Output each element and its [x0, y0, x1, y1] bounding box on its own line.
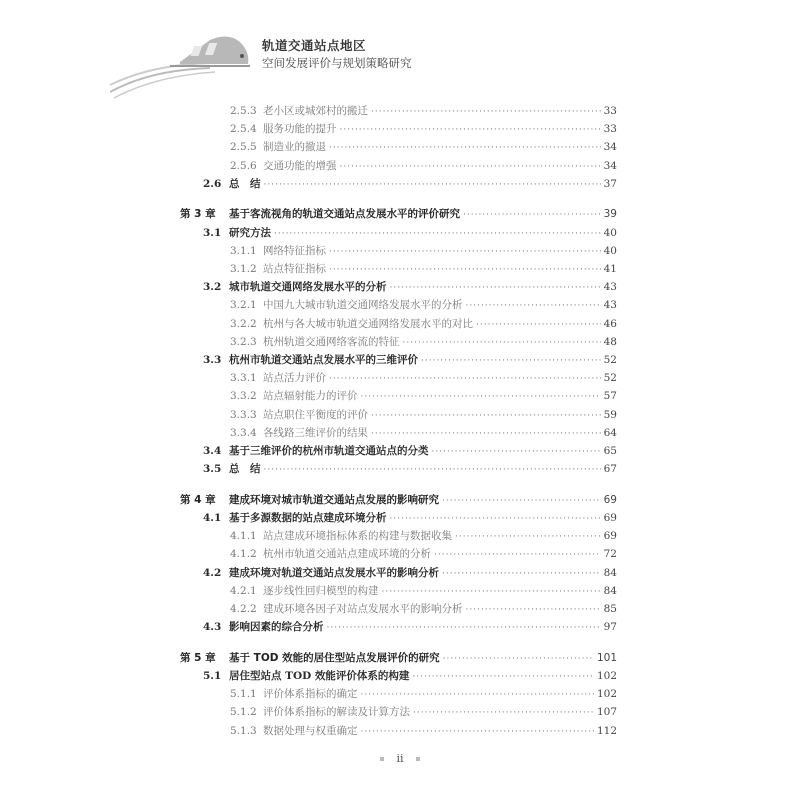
entry-page: 69 — [603, 530, 617, 543]
entry-number: 2.5.5 — [230, 141, 257, 154]
dot-leader — [442, 492, 601, 510]
toc-section-entry[interactable] — [180, 618, 617, 636]
entry-page: 72 — [603, 548, 617, 561]
entry-number: 5.1.3 — [230, 724, 257, 737]
entry-title: 研究方法 — [229, 226, 271, 239]
entry-number: 3.2.3 — [230, 335, 257, 348]
entry-page: 97 — [603, 621, 617, 634]
toc-subsection-entry[interactable] — [180, 120, 617, 138]
entry-number: 3.1.2 — [230, 263, 257, 275]
entry-page: 69 — [603, 493, 617, 506]
entry-number: 第 5 章 — [180, 651, 216, 664]
entry-number: 2.5.3 — [230, 105, 257, 117]
entry-title: 评价体系指标的解读及计算方法 — [263, 706, 410, 719]
toc-section-entry[interactable] — [180, 509, 617, 527]
toc-subsection-entry[interactable] — [180, 242, 617, 260]
entry-number: 3.2.2 — [230, 317, 257, 330]
dot-leader — [340, 121, 601, 139]
dot-leader — [371, 407, 601, 425]
entry-title: 服务功能的提升 — [263, 123, 337, 136]
entry-page: 107 — [596, 706, 617, 719]
toc-subsection-entry[interactable] — [180, 600, 617, 618]
entry-title: 网络特征指标 — [263, 244, 326, 257]
dot-leader — [390, 279, 601, 297]
entry-title: 数据处理与权重确定 — [263, 724, 358, 737]
dot-leader — [371, 425, 601, 443]
entry-number: 3.3 — [203, 353, 222, 366]
entry-title: 站点职住平衡度的评价 — [263, 408, 368, 421]
entry-number: 5.1 — [203, 669, 222, 682]
entry-page: 37 — [603, 177, 617, 190]
dot-leader — [329, 370, 601, 388]
entry-number: 2.6 — [203, 177, 222, 190]
entry-title: 各线路三维评价的结果 — [263, 426, 368, 439]
toc-section-entry[interactable] — [180, 460, 617, 478]
toc-subsection-entry[interactable] — [180, 157, 617, 175]
entry-page: 48 — [603, 335, 617, 348]
entry-number: 3.3.3 — [230, 408, 257, 421]
entry-page: 57 — [603, 390, 617, 403]
toc-section-entry[interactable] — [180, 442, 617, 460]
entry-page: 34 — [603, 141, 617, 154]
entry-number: 4.1.2 — [230, 548, 257, 561]
entry-page: 64 — [603, 426, 617, 439]
dot-leader — [329, 261, 601, 279]
entry-title: 基于多源数据的站点建成环境分析 — [229, 511, 387, 524]
dot-leader — [329, 243, 601, 261]
entry-number: 3.2 — [203, 281, 222, 294]
dot-leader — [466, 601, 601, 619]
entry-title: 城市轨道交通网络发展水平的分析 — [229, 281, 387, 294]
dot-leader — [361, 723, 594, 741]
entry-page: 52 — [603, 353, 617, 366]
toc-chapter-entry[interactable] — [180, 491, 617, 509]
entry-title: 中国九大城市轨道交通网络发展水平的分析 — [263, 299, 463, 312]
toc-subsection-entry[interactable] — [180, 424, 617, 442]
toc-subsection-entry[interactable] — [180, 296, 617, 314]
toc-subsection-entry[interactable] — [180, 527, 617, 545]
toc-section-entry[interactable] — [180, 667, 617, 685]
entry-title: 制造业的撤退 — [263, 141, 326, 154]
entry-page: 65 — [603, 444, 617, 457]
entry-title: 交通功能的增强 — [263, 159, 337, 172]
entry-page: 33 — [603, 105, 617, 117]
dot-leader — [463, 206, 601, 224]
entry-title: 杭州轨道交通网络客流的特征 — [263, 335, 400, 348]
dot-leader — [403, 334, 601, 352]
toc-subsection-entry[interactable] — [180, 102, 617, 120]
entry-page: 40 — [603, 244, 617, 257]
entry-number: 4.2 — [203, 566, 222, 579]
train-icon — [110, 30, 260, 100]
toc-section-entry[interactable] — [180, 278, 617, 296]
entry-number: 4.1.1 — [230, 530, 257, 543]
running-header — [110, 30, 440, 100]
dot-leader — [264, 176, 601, 194]
entry-number: 5.1.2 — [230, 706, 257, 719]
entry-number: 4.3 — [203, 621, 222, 634]
dot-leader — [476, 316, 601, 334]
dot-leader — [382, 583, 601, 601]
dot-leader — [329, 139, 601, 157]
dot-leader — [412, 668, 594, 686]
dot-leader — [434, 546, 601, 564]
dot-leader — [371, 103, 601, 121]
entry-page: 84 — [603, 584, 617, 597]
toc-section-entry[interactable] — [180, 175, 617, 193]
toc-subsection-entry[interactable] — [180, 138, 617, 156]
toc-subsection-entry[interactable] — [180, 582, 617, 600]
entry-page: 102 — [596, 669, 617, 682]
toc-subsection-entry[interactable] — [180, 387, 617, 405]
entry-title: 逐步线性回归模型的构建 — [263, 584, 379, 597]
entry-number: 4.2.1 — [230, 584, 257, 597]
entry-title: 站点活力评价 — [263, 372, 326, 385]
book-title: 轨道交通站点地区 — [262, 38, 367, 53]
entry-title: 建成环境对轨道交通站点发展水平的影响分析 — [229, 566, 439, 579]
entry-page: 39 — [603, 208, 617, 221]
entry-title: 站点特征指标 — [263, 263, 326, 275]
toc-subsection-entry[interactable] — [180, 333, 617, 351]
entry-title: 建成环境对城市轨道交通站点发展的影响研究 — [229, 493, 439, 506]
entry-title: 总 结 — [229, 463, 261, 476]
toc-subsection-entry[interactable] — [180, 260, 617, 278]
entry-title: 老小区或城郊村的搬迁 — [263, 105, 368, 117]
dot-leader — [390, 510, 601, 528]
entry-number: 4.1 — [203, 511, 222, 524]
entry-title: 杭州市轨道交通站点建成环境的分析 — [263, 548, 431, 561]
entry-number: 3.1 — [203, 226, 222, 239]
entry-title: 站点辐射能力的评价 — [263, 390, 358, 403]
entry-page: 33 — [603, 123, 617, 136]
toc-subsection-entry[interactable] — [180, 722, 617, 740]
entry-page: 69 — [603, 511, 617, 524]
toc-subsection-entry[interactable] — [180, 315, 617, 333]
entry-page: 67 — [603, 463, 617, 476]
dot-leader — [361, 388, 601, 406]
entry-number: 第 4 章 — [180, 493, 216, 506]
entry-page: 34 — [603, 159, 617, 172]
entry-page: 59 — [603, 408, 617, 421]
entry-title: 影响因素的综合分析 — [229, 621, 324, 634]
entry-title: 评价体系指标的确定 — [263, 688, 358, 701]
entry-page: 85 — [603, 602, 617, 615]
dot-leader — [413, 704, 594, 722]
table-of-contents — [180, 102, 617, 740]
entry-page: 112 — [596, 724, 617, 737]
square-ornament-icon — [416, 757, 420, 761]
entry-title: 居住型站点 TOD 效能评价体系的构建 — [229, 669, 410, 682]
toc-subsection-entry[interactable] — [180, 545, 617, 563]
entry-number: 3.2.1 — [230, 299, 257, 312]
entry-number: 3.5 — [203, 463, 222, 476]
toc-chapter-entry[interactable] — [180, 205, 617, 223]
dot-leader — [442, 565, 601, 583]
entry-page: 52 — [603, 372, 617, 385]
entry-page: 102 — [596, 688, 617, 701]
entry-number: 3.4 — [203, 444, 222, 457]
toc-section-entry[interactable] — [180, 224, 617, 242]
entry-number: 3.1.1 — [230, 244, 257, 257]
dot-leader — [466, 297, 601, 315]
toc-section-entry[interactable] — [180, 564, 617, 582]
entry-number: 5.1.1 — [230, 688, 257, 701]
entry-page: 41 — [603, 263, 617, 275]
entry-title: 基于客流视角的轨道交通站点发展水平的评价研究 — [229, 208, 460, 221]
page-footer — [0, 752, 800, 765]
book-subtitle: 空间发展评价与规划策略研究 — [262, 56, 412, 70]
toc-subsection-entry[interactable] — [180, 685, 617, 703]
entry-page: 43 — [603, 281, 617, 294]
entry-number: 2.5.6 — [230, 159, 257, 172]
entry-title: 基于三维评价的杭州市轨道交通站点的分类 — [229, 444, 429, 457]
dot-leader — [432, 443, 601, 461]
dot-leader — [443, 650, 594, 668]
entry-title: 站点建成环境指标体系的构建与数据收集 — [263, 530, 452, 543]
dot-leader — [455, 528, 601, 546]
page-number: ii — [396, 752, 404, 765]
toc-subsection-entry[interactable] — [180, 703, 617, 721]
dot-leader — [361, 686, 594, 704]
dot-leader — [327, 619, 601, 637]
toc-chapter-entry[interactable] — [180, 649, 617, 667]
entry-number: 3.3.1 — [230, 372, 257, 385]
entry-number: 第 3 章 — [180, 208, 216, 221]
entry-page: 46 — [603, 317, 617, 330]
entry-page: 84 — [603, 566, 617, 579]
toc-section-entry[interactable] — [180, 351, 617, 369]
toc-subsection-entry[interactable] — [180, 406, 617, 424]
entry-title: 建成环境各因子对站点发展水平的影响分析 — [263, 602, 463, 615]
dot-leader — [264, 461, 601, 479]
entry-number: 2.5.4 — [230, 123, 257, 136]
entry-title: 杭州与各大城市轨道交通网络发展水平的对比 — [263, 317, 473, 330]
dot-leader — [274, 225, 601, 243]
dot-leader — [421, 352, 601, 370]
dot-leader — [340, 158, 601, 176]
toc-subsection-entry[interactable] — [180, 369, 617, 387]
entry-title: 总 结 — [229, 177, 261, 190]
entry-title: 杭州市轨道交通站点发展水平的三维评价 — [229, 353, 418, 366]
entry-number: 4.2.2 — [230, 602, 257, 615]
square-ornament-icon — [380, 757, 384, 761]
entry-title: 基于 TOD 效能的居住型站点发展评价的研究 — [229, 651, 440, 664]
entry-number: 3.3.4 — [230, 426, 257, 439]
entry-number: 3.3.2 — [230, 390, 257, 403]
entry-page: 43 — [603, 299, 617, 312]
entry-page: 101 — [596, 651, 617, 664]
entry-page: 40 — [603, 226, 617, 239]
